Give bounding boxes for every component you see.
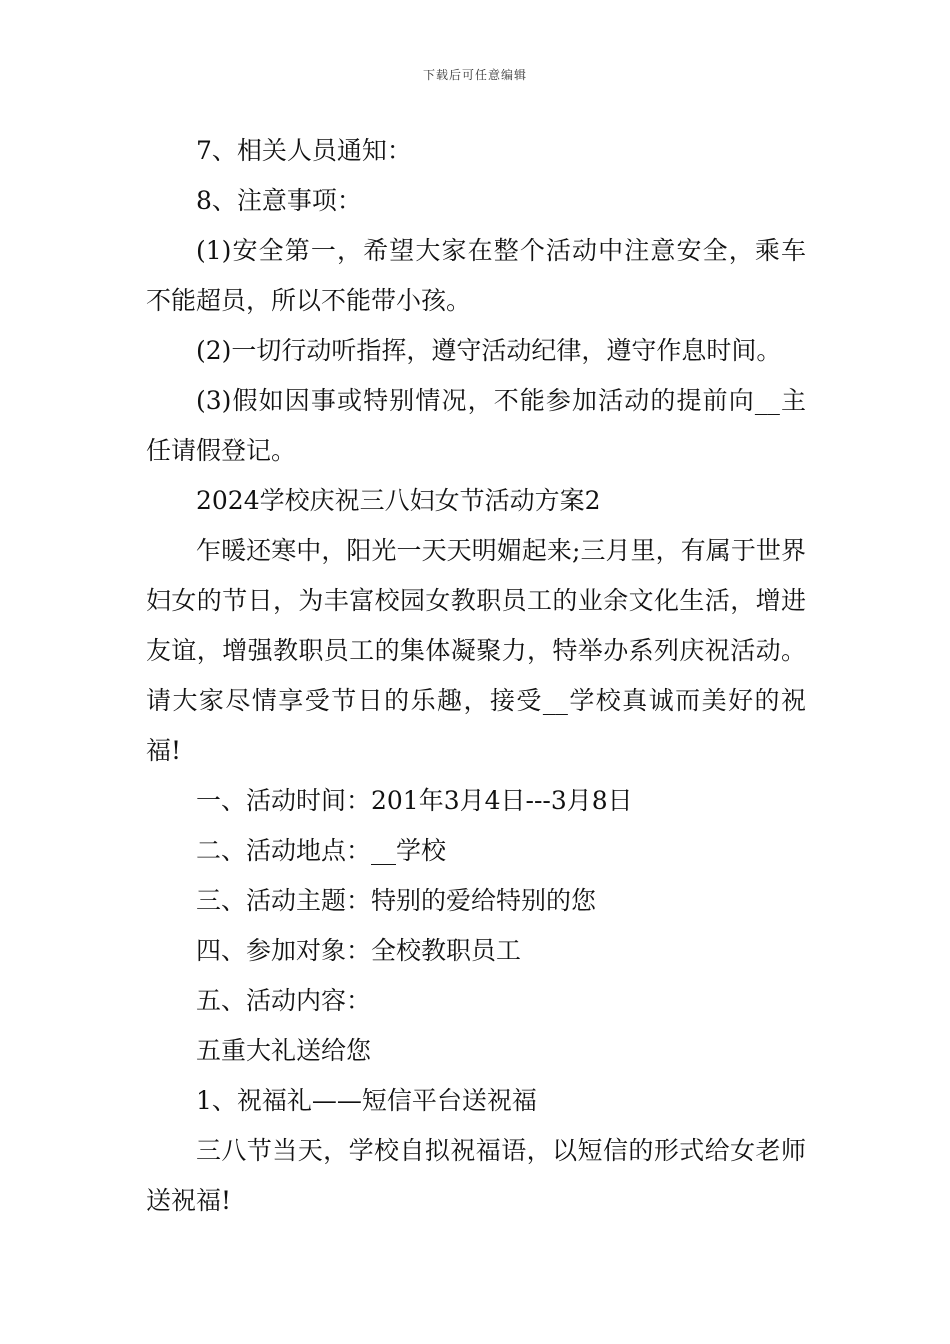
paragraph-activity-content: 五、活动内容： — [196, 986, 372, 1015]
paragraph-gift-1-detail: 三八节当天，学校自拟祝福语，以短信的形式给女老师送祝福! — [146, 1136, 806, 1215]
paragraph-intro: 乍暖还寒中，阳光一天天明媚起来;三月里，有属于世界妇女的节日，为丰富校园女教职员工的业余文化生活，增进友谊，增强教职员工的集体凝聚力，特举办系列庆祝活动。请大家尽情享受节日的乐趣，接受__学校真诚而美好的祝福! — [146, 536, 806, 765]
paragraph-note-3: (3)假如因事或特别情况，不能参加活动的提前向__主任请假登记。 — [146, 386, 806, 465]
paragraph-item-7: 7、相关人员通知： — [196, 136, 412, 165]
paragraph-item-8: 8、注意事项： — [196, 186, 362, 215]
paragraph-five-gifts: 五重大礼送给您 — [196, 1036, 372, 1065]
page-header-note: 下载后可任意编辑 — [422, 68, 527, 82]
paragraph-activity-time: 一、活动时间：201年3月4日---3月8日 — [196, 786, 633, 815]
paragraph-activity-theme: 三、活动主题：特别的爱给特别的您 — [196, 886, 597, 915]
paragraph-note-2: (2)一切行动听指挥，遵守活动纪律，遵守作息时间。 — [196, 336, 782, 365]
document-body — [146, 126, 806, 1226]
section-title: 2024学校庆祝三八妇女节活动方案2 — [196, 486, 601, 515]
paragraph-note-1: (1)安全第一，希望大家在整个活动中注意安全，乘车不能超员，所以不能带小孩。 — [146, 236, 806, 315]
paragraph-gift-1: 1、祝福礼——短信平台送祝福 — [196, 1086, 537, 1115]
paragraph-participants: 四、参加对象：全校教职员工 — [196, 936, 522, 965]
paragraph-activity-location: 二、活动地点：__学校 — [196, 836, 447, 865]
